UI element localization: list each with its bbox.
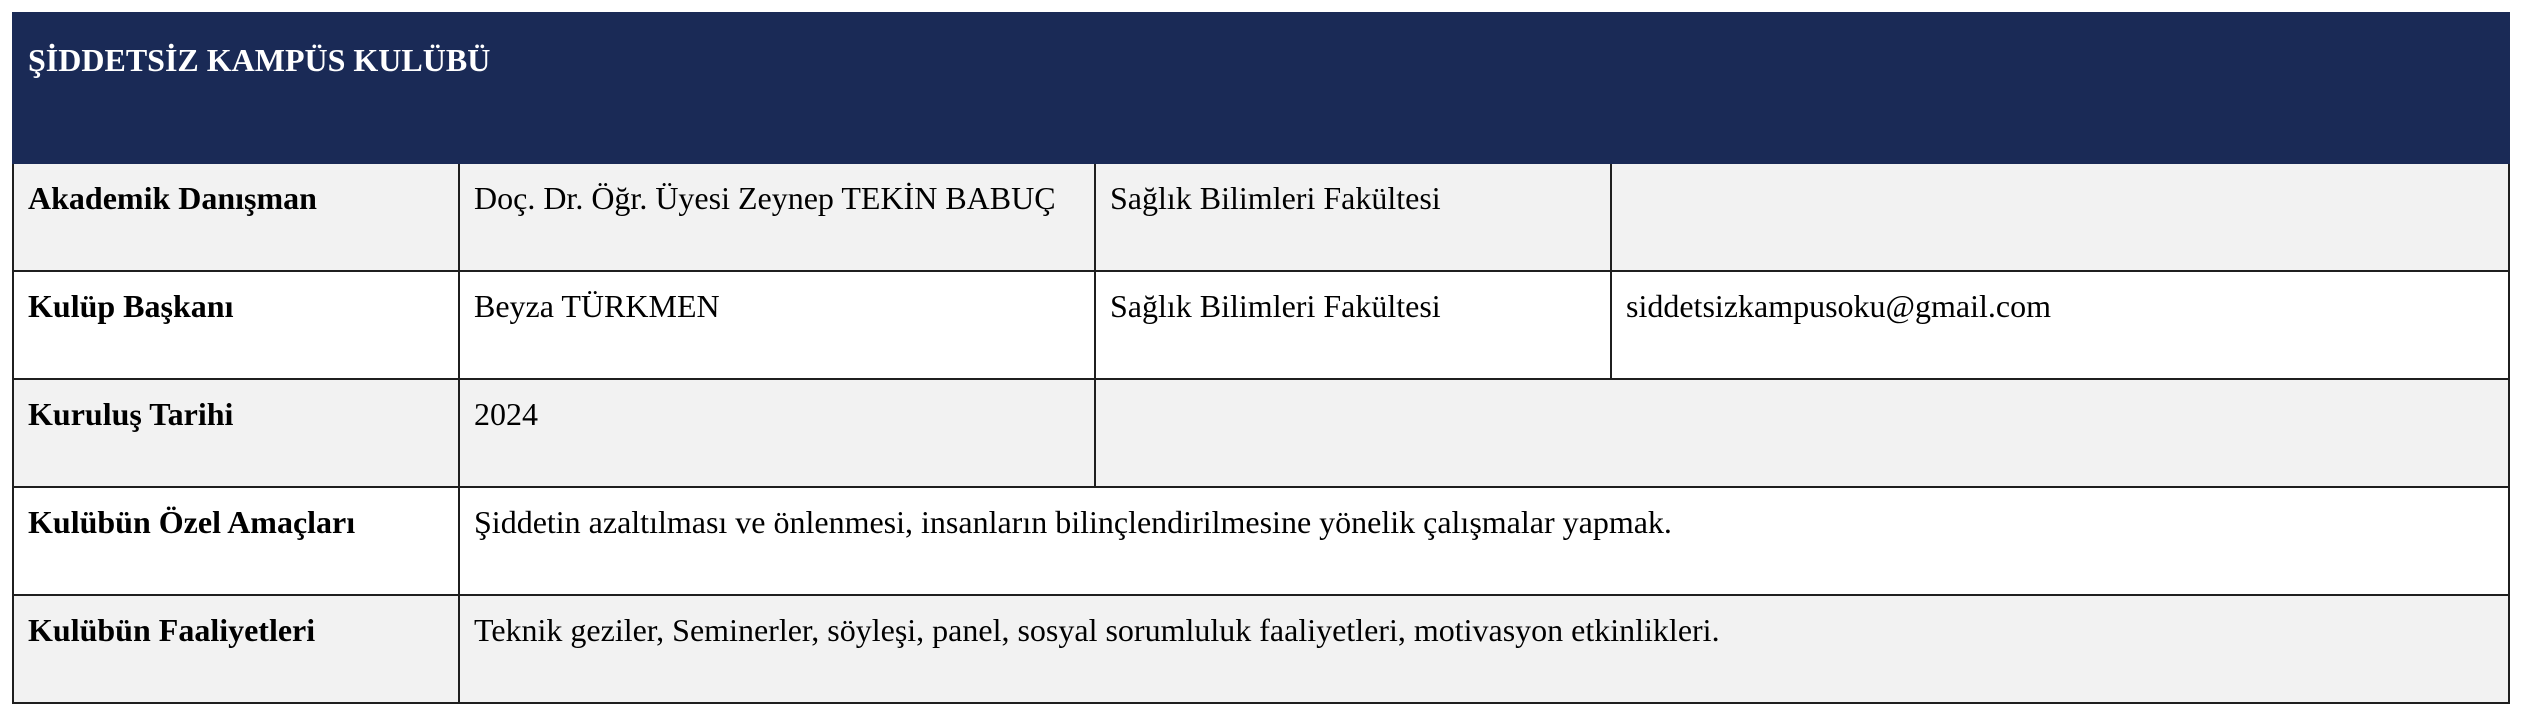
row-label: Akademik Danışman — [13, 163, 459, 271]
row-label: Kulübün Özel Amaçları — [13, 487, 459, 595]
president-name: Beyza TÜRKMEN — [459, 271, 1095, 379]
row-label: Kuruluş Tarihi — [13, 379, 459, 487]
advisor-faculty: Sağlık Bilimleri Fakültesi — [1095, 163, 1611, 271]
table-header-row — [13, 13, 2509, 163]
row-founding-date — [13, 379, 2509, 487]
row-club-president — [13, 271, 2509, 379]
row-academic-advisor — [13, 163, 2509, 271]
row-club-goals — [13, 487, 2509, 595]
founding-empty-cell — [1095, 379, 2509, 487]
president-email: siddetsizkampusoku@gmail.com — [1611, 271, 2509, 379]
president-faculty: Sağlık Bilimleri Fakültesi — [1095, 271, 1611, 379]
advisor-email — [1611, 163, 2509, 271]
club-title: ŞİDDETSİZ KAMPÜS KULÜBÜ — [13, 13, 2509, 163]
club-activities-text: Teknik geziler, Seminerler, söyleşi, panel, sosyal sorumluluk faaliyetleri, motivasyon etkinlikleri. — [459, 595, 2509, 703]
founding-year: 2024 — [459, 379, 1095, 487]
row-label: Kulüp Başkanı — [13, 271, 459, 379]
club-info-table-container — [12, 12, 2508, 704]
advisor-name: Doç. Dr. Öğr. Üyesi Zeynep TEKİN BABUÇ — [459, 163, 1095, 271]
row-label: Kulübün Faaliyetleri — [13, 595, 459, 703]
club-info-table — [12, 12, 2510, 704]
club-goals-text: Şiddetin azaltılması ve önlenmesi, insanların bilinçlendirilmesine yönelik çalışmalar yapmak. — [459, 487, 2509, 595]
row-club-activities — [13, 595, 2509, 703]
